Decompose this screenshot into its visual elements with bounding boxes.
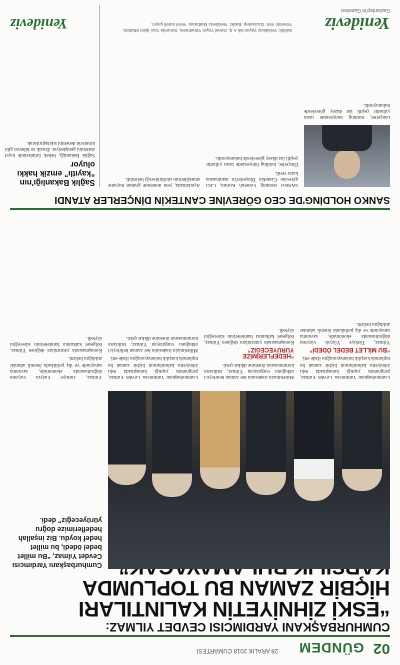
second-story-column-3 <box>304 39 390 119</box>
sidebar-headline: Sağlık Bakanlığı'nın “kayıtlı” emzik hakkı oluyor <box>17 160 95 187</box>
second-story-photo <box>304 125 390 187</box>
second-story-headline: SANKO HOLDİNG'DE CEO GÖREVİNE CANTEKİN DİNÇERLER ATANDI <box>54 194 390 205</box>
lead-paragraph: Milletimizin iradesinin her zaman belirleyici olduğunu vurgulayan Yılmaz, istikrarın korunmasının önemine dikkat çekti. <box>108 334 198 353</box>
photo-person-suit <box>322 125 372 151</box>
lead-summary: Cumhurbaşkanı Yardımcısı Cevdet Yılmaz, “Bu millet bedel ödedi, bu millet hedef koydu. Biz inşallah hedeflerimize doğru yürüyeceğiz” dedi. <box>12 516 102 568</box>
section-title: GÜNDEM <box>298 640 364 656</box>
photo-person-head <box>334 149 360 179</box>
footer-brand-right <box>10 13 100 33</box>
lead-paragraph: Yılmaz, Türkiye Yüzyılı vizyonu doğrultusunda ekonomide, savunma sanayinde ve dış politikada önemli adımlar atıldığını belirtti. <box>10 355 102 379</box>
lead-paragraph: Yılmaz, Türkiye Yüzyılı vizyonu doğrultusunda ekonomide, savunma sanayinde ve dış politikada önemli adımlar atıldığını belirtti. <box>300 320 390 345</box>
photo-person <box>152 391 192 497</box>
photo-person <box>200 391 240 489</box>
lead-column-1 <box>300 213 390 379</box>
lead-kicker: CUMHURBAŞKANI YARDIMCISI CEVDET YILMAZ: <box>105 620 390 634</box>
edition-date: 28 ARALIK 2018 CUMARTESİ <box>196 647 278 653</box>
lead-paragraph: Konuşmasında yatırımlara değinen Yılmaz, bölgesel kalkınma hamlelerinin süreceğini söyledi. <box>10 334 102 353</box>
second-story-paragraph: SANKO Holding Yönetim Kurulu, CEO görevine Cantekin Dinçerler'in atanmasına karar verdi. <box>206 169 298 187</box>
brand-logo: Yenideviz <box>10 15 68 31</box>
lead-column-4 <box>10 213 102 379</box>
lead-paragraph: Cumhurbaşkanı Yardımcısı Cevdet Yılmaz, programda yaptığı konuşmada eski zihniyetin kalıntılarının hiçbir zaman bu toplumda karşılık bulamayacağını ifade etti. <box>108 355 198 379</box>
imprint-box: Sahibi: Yenideviz Yayıncılık A.Ş. Genel Yayın Yönetmeni, Sorumlu Yazı İşleri Müdürü. Yönetim Yeri: Gaziantep. Baskı: Yenideviz Matbaası. Yerel süreli yayın. <box>122 22 292 33</box>
lead-photo <box>108 391 390 569</box>
brand-logo: Yenideviz <box>324 14 390 33</box>
photo-person <box>108 391 146 485</box>
lead-column-3 <box>108 213 198 379</box>
photo-person <box>294 391 334 501</box>
lead-column-2 <box>204 213 294 379</box>
brand-tagline: Gaziantep'in Gazetesi <box>341 7 390 13</box>
second-story-paragraph: Dinçerler, holding bünyesinde uzun yıllardır çeşitli üst düzey görevlerde bulunuyordu. <box>304 101 390 119</box>
section-divider <box>10 208 390 210</box>
lead-paragraph: Cumhurbaşkanı Yardımcısı Cevdet Yılmaz, programda yaptığı konuşmada eski zihniyetin kalıntılarının hiçbir zaman bu toplumda karşılık bulamayacağını ifade etti. <box>300 355 390 379</box>
second-story-column-2 <box>108 39 200 187</box>
footer-brand <box>300 7 390 33</box>
sidebar-body: Sağlık Bakanlığı, bebek ürünlerinde kayıt sistemini genişletiyor. Emzik ve biberon gibi ürünlerin denetimi sıkılaştırılacak. <box>5 139 95 157</box>
second-story-column-1 <box>206 39 298 187</box>
lead-subhead: “HEDEFLERİMİZE YÜRÜYECEĞİZ” <box>242 346 294 359</box>
second-story-paragraph: Açıklamada, yeni dönemde grubun büyüme stratejilerinin sürdürüleceği belirtildi. <box>108 175 200 187</box>
lead-paragraph: Milletimizin iradesinin her zaman belirleyici olduğunu vurgulayan Yılmaz, istikrarın korunmasının önemine dikkat çekti. <box>204 361 294 379</box>
page-masthead <box>10 635 390 659</box>
lead-headline: “ESKİ ZİHNİYETİN KALINTILARI HİÇBİR ZAMAN BU TOPLUMDA <box>78 576 390 620</box>
photo-person <box>342 391 382 491</box>
photo-person <box>246 391 286 495</box>
lead-subhead: “BU MİLLET BEDEL ÖDEDİ” <box>309 346 390 353</box>
second-story-paragraph: Dinçerler, holding bünyesinde uzun yıllardır çeşitli üst düzey görevlerde bulunuyordu. <box>206 155 298 167</box>
lead-paragraph: Konuşmasında yatırımlara değinen Yılmaz, bölgesel kalkınma hamlelerinin süreceğini söyledi. <box>204 326 294 345</box>
page-number: 02 <box>373 640 390 657</box>
